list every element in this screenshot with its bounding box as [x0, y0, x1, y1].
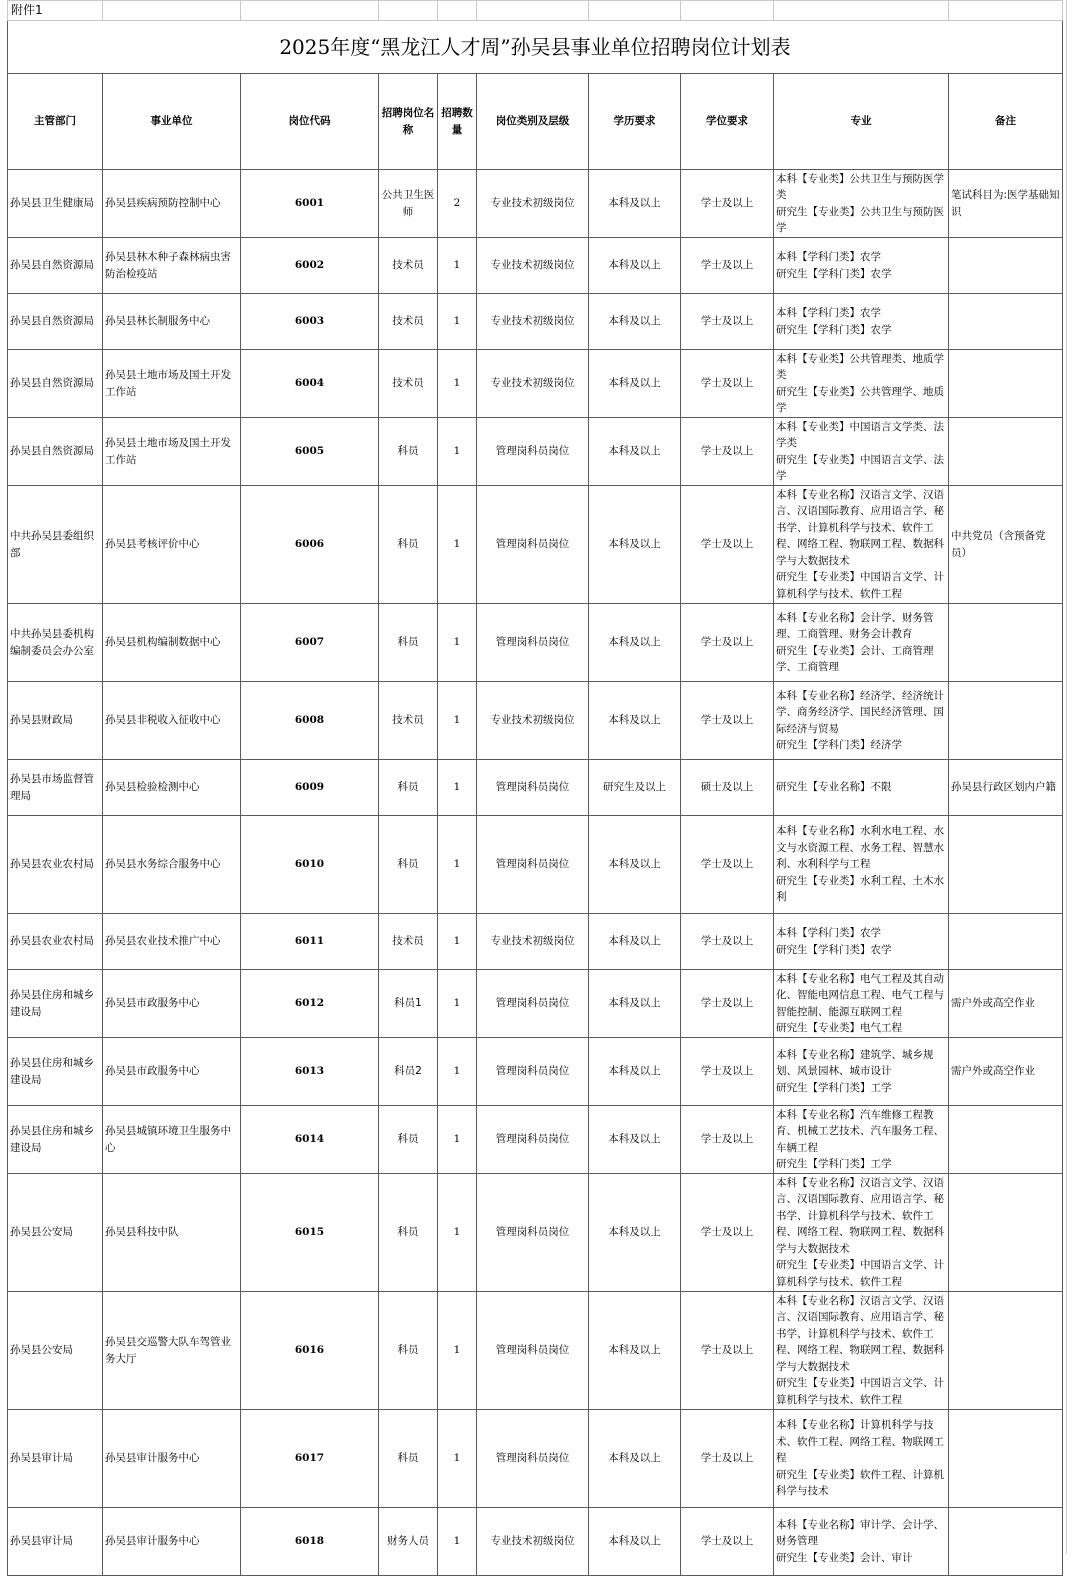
- note-cell: [949, 350, 1063, 418]
- unit-cell: 孙吴县农业技术推广中心: [103, 914, 241, 970]
- table-row: [8, 682, 1063, 760]
- education-cell: 本科及以上: [589, 1174, 681, 1292]
- degree-cell: 学士及以上: [681, 418, 774, 486]
- count-cell: 1: [438, 682, 477, 760]
- category-cell: 管理岗科员岗位: [477, 816, 589, 914]
- unit-cell: 孙吴县科技中队: [103, 1174, 241, 1292]
- table-row: [8, 816, 1063, 914]
- category-cell: 管理岗科员岗位: [477, 1174, 589, 1292]
- post-cell: 科员: [379, 486, 438, 604]
- education-cell: 本科及以上: [589, 970, 681, 1038]
- post-cell: 科员: [379, 816, 438, 914]
- degree-cell: 学士及以上: [681, 816, 774, 914]
- note-cell: [949, 418, 1063, 486]
- header-unit: 事业单位: [103, 74, 241, 170]
- header-code: 岗位代码: [241, 74, 379, 170]
- education-cell: 本科及以上: [589, 170, 681, 238]
- code-cell: 6013: [241, 1038, 379, 1106]
- degree-cell: 学士及以上: [681, 486, 774, 604]
- dept-cell: 孙吴县自然资源局: [8, 294, 103, 350]
- count-cell: 1: [438, 760, 477, 816]
- table-row: [8, 350, 1063, 418]
- table-row: [8, 1292, 1063, 1410]
- major-cell: 本科【学科门类】农学 研究生【学科门类】农学: [774, 294, 949, 350]
- note-cell: 需户外或高空作业: [949, 970, 1063, 1038]
- header-dept: 主管部门: [8, 74, 103, 170]
- dept-cell: 孙吴县卫生健康局: [8, 170, 103, 238]
- dept-cell: 孙吴县自然资源局: [8, 418, 103, 486]
- table-row: [8, 1106, 1063, 1174]
- unit-cell: 孙吴县审计服务中心: [103, 1508, 241, 1576]
- degree-cell: 学士及以上: [681, 1508, 774, 1576]
- post-cell: 科员: [379, 418, 438, 486]
- table-row: [8, 604, 1063, 682]
- note-cell: [949, 1174, 1063, 1292]
- table-row: [8, 1410, 1063, 1508]
- sheet-gridline: [1066, 0, 1075, 1554]
- education-cell: 本科及以上: [589, 1292, 681, 1410]
- dept-cell: 中共孙吴县委机构编制委员会办公室: [8, 604, 103, 682]
- header-major: 专业: [774, 74, 949, 170]
- major-cell: 本科【专业名称】水利水电工程、水文与水资源工程、水务工程、智慧水利、水利科学与工程 研究生【专业类】水利工程、土木水利: [774, 816, 949, 914]
- header-post: 招聘岗位名称: [379, 74, 438, 170]
- count-cell: 1: [438, 238, 477, 294]
- code-cell: 6002: [241, 238, 379, 294]
- code-cell: 6014: [241, 1106, 379, 1174]
- major-cell: 本科【学科门类】农学 研究生【学科门类】农学: [774, 914, 949, 970]
- count-cell: 1: [438, 604, 477, 682]
- dept-cell: 孙吴县审计局: [8, 1508, 103, 1576]
- post-cell: 科员: [379, 1106, 438, 1174]
- code-cell: 6010: [241, 816, 379, 914]
- major-cell: 本科【专业名称】审计学、会计学、财务管理 研究生【专业类】会计、审计: [774, 1508, 949, 1576]
- code-cell: 6004: [241, 350, 379, 418]
- table-row: [8, 914, 1063, 970]
- count-cell: 1: [438, 418, 477, 486]
- major-cell: 本科【专业名称】建筑学、城乡规划、风景园林、城市设计 研究生【学科门类】工学: [774, 1038, 949, 1106]
- unit-cell: 孙吴县交巡警大队车驾管业务大厅: [103, 1292, 241, 1410]
- unit-cell: 孙吴县市政服务中心: [103, 970, 241, 1038]
- code-cell: 6001: [241, 170, 379, 238]
- education-cell: 本科及以上: [589, 294, 681, 350]
- header-degree: 学位要求: [681, 74, 774, 170]
- count-cell: 1: [438, 1508, 477, 1576]
- degree-cell: 学士及以上: [681, 1174, 774, 1292]
- header-count: 招聘数量: [438, 74, 477, 170]
- code-cell: 6017: [241, 1410, 379, 1508]
- count-cell: 1: [438, 486, 477, 604]
- table-row: [8, 1038, 1063, 1106]
- count-cell: 1: [438, 294, 477, 350]
- major-cell: 本科【专业名称】计算机科学与技术、软件工程、网络工程、物联网工程 研究生【专业类】软件工程、计算机科学与技术: [774, 1410, 949, 1508]
- degree-cell: 学士及以上: [681, 1292, 774, 1410]
- header-note: 备注: [949, 74, 1063, 170]
- degree-cell: 学士及以上: [681, 1038, 774, 1106]
- category-cell: 管理岗科员岗位: [477, 970, 589, 1038]
- unit-cell: 孙吴县疾病预防控制中心: [103, 170, 241, 238]
- category-cell: 专业技术初级岗位: [477, 170, 589, 238]
- dept-cell: 孙吴县自然资源局: [8, 350, 103, 418]
- education-cell: 本科及以上: [589, 1038, 681, 1106]
- major-cell: 本科【专业名称】电气工程及其自动化、智能电网信息工程、电气工程与智能控制、能源互联网工程 研究生【专业类】电气工程: [774, 970, 949, 1038]
- category-cell: 管理岗科员岗位: [477, 418, 589, 486]
- post-cell: 公共卫生医师: [379, 170, 438, 238]
- count-cell: 1: [438, 816, 477, 914]
- code-cell: 6016: [241, 1292, 379, 1410]
- dept-cell: 孙吴县财政局: [8, 682, 103, 760]
- table-row: [8, 418, 1063, 486]
- count-cell: 1: [438, 1410, 477, 1508]
- major-cell: 本科【学科门类】农学 研究生【学科门类】农学: [774, 238, 949, 294]
- code-cell: 6003: [241, 294, 379, 350]
- note-cell: [949, 1106, 1063, 1174]
- note-cell: [949, 1410, 1063, 1508]
- header-education: 学历要求: [589, 74, 681, 170]
- dept-cell: 孙吴县自然资源局: [8, 238, 103, 294]
- table-row: [8, 486, 1063, 604]
- category-cell: 管理岗科员岗位: [477, 1038, 589, 1106]
- code-cell: 6011: [241, 914, 379, 970]
- unit-cell: 孙吴县机构编制数据中心: [103, 604, 241, 682]
- post-cell: 技术员: [379, 238, 438, 294]
- major-cell: 本科【专业名称】会计学、财务管理、工商管理、财务会计教育 研究生【专业类】会计、工商管理学、工商管理: [774, 604, 949, 682]
- degree-cell: 学士及以上: [681, 970, 774, 1038]
- dept-cell: 孙吴县住房和城乡建设局: [8, 970, 103, 1038]
- unit-cell: 孙吴县考核评价中心: [103, 486, 241, 604]
- unit-cell: 孙吴县市政服务中心: [103, 1038, 241, 1106]
- unit-cell: 孙吴县非税收入征收中心: [103, 682, 241, 760]
- note-cell: [949, 816, 1063, 914]
- category-cell: 管理岗科员岗位: [477, 1410, 589, 1508]
- dept-cell: 孙吴县审计局: [8, 1410, 103, 1508]
- category-cell: 管理岗科员岗位: [477, 1292, 589, 1410]
- post-cell: 科员: [379, 1410, 438, 1508]
- spreadsheet: [7, 0, 1075, 1576]
- attachment-label: 附件1: [8, 1, 103, 21]
- code-cell: 6012: [241, 970, 379, 1038]
- note-cell: [949, 1508, 1063, 1576]
- count-cell: 1: [438, 1106, 477, 1174]
- category-cell: 专业技术初级岗位: [477, 1508, 589, 1576]
- major-cell: 本科【专业类】公共管理类、地质学类 研究生【专业类】公共管理学、地质学: [774, 350, 949, 418]
- header-category: 岗位类别及层级: [477, 74, 589, 170]
- major-cell: 本科【专业类】中国语言文学类、法学类 研究生【专业类】中国语言文学、法学: [774, 418, 949, 486]
- education-cell: 本科及以上: [589, 486, 681, 604]
- degree-cell: 学士及以上: [681, 170, 774, 238]
- education-cell: 本科及以上: [589, 816, 681, 914]
- category-cell: 管理岗科员岗位: [477, 486, 589, 604]
- degree-cell: 学士及以上: [681, 604, 774, 682]
- post-cell: 科员: [379, 760, 438, 816]
- note-cell: [949, 604, 1063, 682]
- note-cell: [949, 682, 1063, 760]
- count-cell: 1: [438, 1174, 477, 1292]
- education-cell: 本科及以上: [589, 418, 681, 486]
- degree-cell: 学士及以上: [681, 350, 774, 418]
- education-cell: 本科及以上: [589, 914, 681, 970]
- post-cell: 科员: [379, 604, 438, 682]
- code-cell: 6006: [241, 486, 379, 604]
- post-cell: 技术员: [379, 682, 438, 760]
- major-cell: 本科【专业名称】汉语言文学、汉语言、汉语国际教育、应用语言学、秘书学、计算机科学与技术、软件工程、网络工程、物联网工程、数据科学与大数据技术 研究生【专业类】中国语言文学、计算机科学与技术、软件工程: [774, 486, 949, 604]
- count-cell: 1: [438, 970, 477, 1038]
- title-row: [8, 21, 1063, 74]
- education-cell: 本科及以上: [589, 1410, 681, 1508]
- unit-cell: 孙吴县审计服务中心: [103, 1410, 241, 1508]
- category-cell: 管理岗科员岗位: [477, 604, 589, 682]
- note-cell: 需户外或高空作业: [949, 1038, 1063, 1106]
- degree-cell: 学士及以上: [681, 914, 774, 970]
- education-cell: 本科及以上: [589, 238, 681, 294]
- education-cell: 本科及以上: [589, 1106, 681, 1174]
- major-cell: 本科【专业名称】经济学、经济统计学、商务经济学、国民经济管理、国际经济与贸易 研究生【学科门类】经济学: [774, 682, 949, 760]
- note-cell: [949, 294, 1063, 350]
- category-cell: 管理岗科员岗位: [477, 760, 589, 816]
- unit-cell: 孙吴县林长制服务中心: [103, 294, 241, 350]
- major-cell: 本科【专业名称】汽车维修工程教育、机械工艺技术、汽车服务工程、车辆工程 研究生【学科门类】工学: [774, 1106, 949, 1174]
- unit-cell: 孙吴县林木种子森林病虫害防治检疫站: [103, 238, 241, 294]
- category-cell: 专业技术初级岗位: [477, 238, 589, 294]
- degree-cell: 学士及以上: [681, 1106, 774, 1174]
- dept-cell: 孙吴县公安局: [8, 1292, 103, 1410]
- attachment-row: [8, 1, 1063, 21]
- education-cell: 本科及以上: [589, 1508, 681, 1576]
- count-cell: 1: [438, 914, 477, 970]
- table-row: [8, 238, 1063, 294]
- post-cell: 科员: [379, 1174, 438, 1292]
- degree-cell: 硕士及以上: [681, 760, 774, 816]
- category-cell: 专业技术初级岗位: [477, 914, 589, 970]
- post-cell: 财务人员: [379, 1508, 438, 1576]
- note-cell: [949, 1292, 1063, 1410]
- table-row: [8, 1174, 1063, 1292]
- page-title: 2025年度“黑龙江人才周”孙吴县事业单位招聘岗位计划表: [8, 21, 1063, 74]
- dept-cell: 孙吴县市场监督管理局: [8, 760, 103, 816]
- post-cell: 科员2: [379, 1038, 438, 1106]
- major-cell: 研究生【专业名称】不限: [774, 760, 949, 816]
- education-cell: 本科及以上: [589, 604, 681, 682]
- recruitment-plan-table: [7, 0, 1063, 1576]
- note-cell: 笔试科目为:医学基础知识: [949, 170, 1063, 238]
- count-cell: 1: [438, 350, 477, 418]
- degree-cell: 学士及以上: [681, 238, 774, 294]
- dept-cell: 孙吴县公安局: [8, 1174, 103, 1292]
- table-row: [8, 760, 1063, 816]
- dept-cell: 孙吴县农业农村局: [8, 914, 103, 970]
- code-cell: 6009: [241, 760, 379, 816]
- category-cell: 专业技术初级岗位: [477, 682, 589, 760]
- dept-cell: 孙吴县农业农村局: [8, 816, 103, 914]
- note-cell: [949, 238, 1063, 294]
- table-row: [8, 294, 1063, 350]
- degree-cell: 学士及以上: [681, 682, 774, 760]
- major-cell: 本科【专业类】公共卫生与预防医学类 研究生【专业类】公共卫生与预防医学: [774, 170, 949, 238]
- education-cell: 研究生及以上: [589, 760, 681, 816]
- code-cell: 6007: [241, 604, 379, 682]
- degree-cell: 学士及以上: [681, 294, 774, 350]
- count-cell: 2: [438, 170, 477, 238]
- dept-cell: 孙吴县住房和城乡建设局: [8, 1106, 103, 1174]
- post-cell: 科员: [379, 1292, 438, 1410]
- category-cell: 专业技术初级岗位: [477, 350, 589, 418]
- table-row: [8, 170, 1063, 238]
- post-cell: 技术员: [379, 914, 438, 970]
- unit-cell: 孙吴县检验检测中心: [103, 760, 241, 816]
- post-cell: 科员1: [379, 970, 438, 1038]
- unit-cell: 孙吴县土地市场及国土开发工作站: [103, 418, 241, 486]
- table-row: [8, 1508, 1063, 1576]
- dept-cell: 中共孙吴县委组织部: [8, 486, 103, 604]
- category-cell: 专业技术初级岗位: [477, 294, 589, 350]
- dept-cell: 孙吴县住房和城乡建设局: [8, 1038, 103, 1106]
- unit-cell: 孙吴县水务综合服务中心: [103, 816, 241, 914]
- post-cell: 技术员: [379, 294, 438, 350]
- major-cell: 本科【专业名称】汉语言文学、汉语言、汉语国际教育、应用语言学、秘书学、计算机科学与技术、软件工程、网络工程、物联网工程、数据科学与大数据技术 研究生【专业类】中国语言文学、计算机科学与技术、软件工程: [774, 1174, 949, 1292]
- header-row: [8, 74, 1063, 170]
- degree-cell: 学士及以上: [681, 1410, 774, 1508]
- count-cell: 1: [438, 1038, 477, 1106]
- code-cell: 6018: [241, 1508, 379, 1576]
- category-cell: 管理岗科员岗位: [477, 1106, 589, 1174]
- education-cell: 本科及以上: [589, 350, 681, 418]
- major-cell: 本科【专业名称】汉语言文学、汉语言、汉语国际教育、应用语言学、秘书学、计算机科学与技术、软件工程、网络工程、物联网工程、数据科学与大数据技术 研究生【专业类】中国语言文学、计算机科学与技术、软件工程: [774, 1292, 949, 1410]
- code-cell: 6015: [241, 1174, 379, 1292]
- post-cell: 技术员: [379, 350, 438, 418]
- count-cell: 1: [438, 1292, 477, 1410]
- note-cell: 中共党员（含预备党员）: [949, 486, 1063, 604]
- education-cell: 本科及以上: [589, 682, 681, 760]
- code-cell: 6005: [241, 418, 379, 486]
- unit-cell: 孙吴县城镇环境卫生服务中心: [103, 1106, 241, 1174]
- note-cell: 孙吴县行政区划内户籍: [949, 760, 1063, 816]
- unit-cell: 孙吴县土地市场及国土开发工作站: [103, 350, 241, 418]
- note-cell: [949, 914, 1063, 970]
- code-cell: 6008: [241, 682, 379, 760]
- table-row: [8, 970, 1063, 1038]
